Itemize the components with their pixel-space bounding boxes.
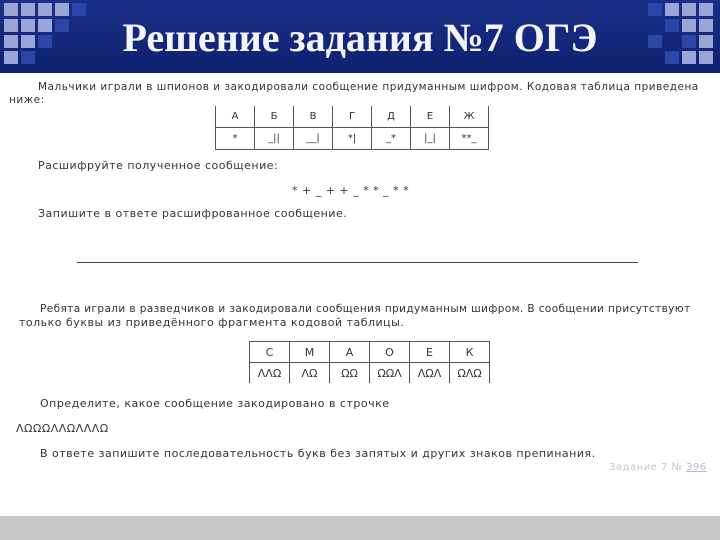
task2-question: Определите, какое сообщение закодировано в строчке — [40, 397, 390, 410]
letter-cell: Е — [410, 342, 450, 363]
slide-title: Решение задания №7 ОГЭ — [122, 15, 598, 60]
letter-cell: Е — [411, 106, 450, 128]
code-table-2 — [249, 341, 490, 383]
code-table-1-letters — [216, 106, 489, 128]
task1-encoded-message: * + _ + + _ * * _ * * — [292, 184, 410, 197]
code-table-1 — [215, 106, 489, 150]
code-cell: *| — [333, 128, 372, 150]
code-table-1-codes — [216, 128, 489, 150]
task-reference-link[interactable]: 396 — [686, 462, 707, 473]
task-reference — [609, 462, 707, 473]
letter-cell: М — [290, 342, 330, 363]
code-cell: ΩΩ — [330, 363, 370, 384]
letter-cell: С — [250, 342, 290, 363]
code-table-2-letters — [250, 342, 490, 363]
code-cell: ΛΩ — [290, 363, 330, 384]
answer-line — [77, 262, 638, 263]
task-reference-text: Задание 7 № — [609, 462, 683, 473]
task1-answer-prompt: Запишите в ответе расшифрованное сообщение. — [38, 207, 348, 220]
code-cell: ΩΩΛ — [370, 363, 410, 384]
letter-cell: А — [330, 342, 370, 363]
code-cell: ΛΩΛ — [410, 363, 450, 384]
code-cell: |_| — [411, 128, 450, 150]
task1-intro-line2: ниже: — [9, 94, 45, 106]
code-cell: * — [216, 128, 255, 150]
code-cell: _* — [372, 128, 411, 150]
task2-answer-prompt: В ответе запишите последовательность букв без запятых и других знаков препинания. — [40, 447, 596, 460]
task2-intro-line1: Ребята играли в разведчиков и закодировали сообщения придуманным шифром. В сообщении присутствуют — [40, 303, 691, 315]
letter-cell: Ж — [450, 106, 489, 128]
letter-cell: Б — [255, 106, 294, 128]
code-cell: ΩΛΩ — [450, 363, 490, 384]
code-cell: _|| — [255, 128, 294, 150]
letter-cell: В — [294, 106, 333, 128]
code-cell: **_ — [450, 128, 489, 150]
letter-cell: Г — [333, 106, 372, 128]
letter-cell: Д — [372, 106, 411, 128]
letter-cell: О — [370, 342, 410, 363]
code-cell: __| — [294, 128, 333, 150]
task1-decode-prompt: Расшифруйте полученное сообщение: — [38, 159, 279, 172]
letter-cell: А — [216, 106, 255, 128]
footer-bar — [0, 516, 720, 540]
task1-intro-line1: Мальчики играли в шпионов и закодировали сообщение придуманным шифром. Кодовая таблица приведена — [38, 81, 699, 93]
code-table-2-codes — [250, 363, 490, 384]
task2-intro-line2: только буквы из приведённого фрагмента кодовой таблицы. — [19, 316, 405, 329]
task2-code-string: ΛΩΩΩΛΛΩΛΛΛΩ — [16, 422, 109, 435]
code-cell: ΛΛΩ — [250, 363, 290, 384]
header-bar — [0, 0, 720, 73]
letter-cell: К — [450, 342, 490, 363]
